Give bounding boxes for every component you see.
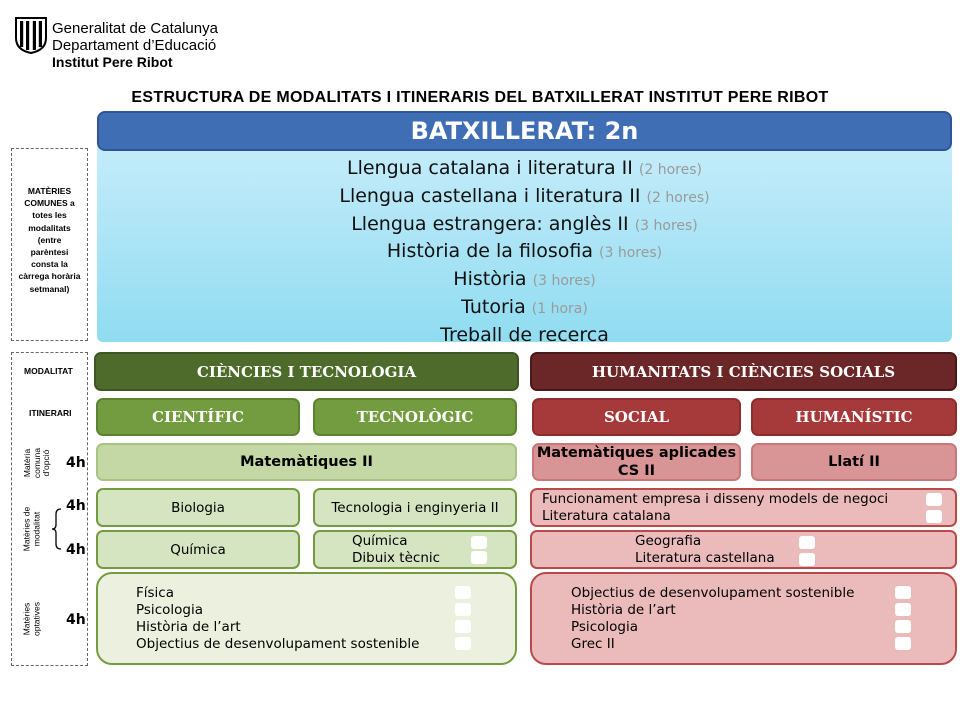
optativa-item: Història de l’art <box>136 618 241 635</box>
common-subjects-panel <box>97 146 952 346</box>
checkbox-funcionament-empresa[interactable] <box>926 493 942 506</box>
ct-optatives-box <box>96 572 517 665</box>
optativa-item: Psicologia <box>571 618 638 635</box>
subject-llati-ii: Llatí II <box>751 443 957 481</box>
common-subject: Llengua estrangera: anglès II (3 hores) <box>351 212 698 235</box>
hcs-modalitat-box-1 <box>530 488 957 527</box>
checkbox-literatura-castellana[interactable] <box>799 553 815 566</box>
hours-modalitat-2: 4h <box>66 542 86 558</box>
subject-funcionament-empresa: Funcionament empresa i disseny models de negoci <box>542 490 889 507</box>
materies-modalitat-label: Matèries de modalitat <box>21 506 41 552</box>
optativa-item: Grec II <box>571 635 615 652</box>
subject-matematiques-aplicades: Matemàtiques aplicades CS II <box>532 443 741 481</box>
itinerary-humanistic: HUMANÍSTIC <box>751 398 957 436</box>
checkbox-psicologia[interactable] <box>895 620 911 633</box>
batxillerat-title: BATXILLERAT: 2n <box>97 111 952 151</box>
itinerari-label: ITINERARI <box>29 408 72 418</box>
checkbox-historia-art[interactable] <box>455 620 471 633</box>
optativa-item: Objectius de desenvolupament sostenible <box>136 635 420 652</box>
common-subject: Llengua castellana i literatura II (2 hores) <box>339 184 710 207</box>
itinerary-social: SOCIAL <box>532 398 741 436</box>
itinerary-cientific: CIENTÍFIC <box>96 398 300 436</box>
subject-quimica: Química <box>96 530 300 569</box>
checkbox-dibuix-tecnic[interactable] <box>471 551 487 564</box>
subject-literatura-catalana: Literatura catalana <box>542 507 671 524</box>
optativa-item: Física <box>136 584 174 601</box>
modality-humanitats-ciencies-socials: HUMANITATS I CIÈNCIES SOCIALS <box>530 352 957 391</box>
common-subject: Història (3 hores) <box>453 268 596 291</box>
hcs-modalitat-box-2 <box>530 530 957 569</box>
optativa-item: Història de l’art <box>571 601 676 618</box>
generalitat-logo-icon <box>14 16 48 54</box>
hours-optatives: 4h <box>66 612 86 628</box>
materies-optatives-label: Matèries optatives <box>21 601 41 637</box>
checkbox-literatura-catalana[interactable] <box>926 510 942 523</box>
subject-biologia: Biologia <box>96 488 300 527</box>
modality-ciencies-tecnologia: CIÈNCIES I TECNOLOGIA <box>94 352 519 391</box>
optativa-item: Psicologia <box>136 601 203 618</box>
bracket-icon <box>52 508 62 550</box>
common-subject: Tutoria (1 hora) <box>461 295 588 318</box>
optativa-item: Objectius de desenvolupament sostenible <box>571 584 855 601</box>
common-subject: Història de la filosofia (3 hores) <box>386 240 663 263</box>
subject-dibuix-tecnic-option: Dibuix tècnic <box>352 549 441 566</box>
itinerary-tecnologic: TECNOLÒGIC <box>313 398 517 436</box>
subject-geografia: Geografia <box>635 532 702 549</box>
checkbox-psicologia[interactable] <box>455 603 471 616</box>
institution-name <box>52 20 218 71</box>
org-line-2: Departament d’Educació <box>52 37 217 54</box>
org-line-1: Generalitat de Catalunya <box>52 20 218 37</box>
org-line-3: Institut Pere Ribot <box>52 54 173 70</box>
hcs-optatives-box <box>530 572 957 665</box>
hours-modalitat-1: 4h <box>66 498 86 514</box>
common-subject: Treball de recerca <box>440 323 609 346</box>
materia-comuna-label: Matèria comuna d'opció <box>21 447 51 479</box>
subject-matematiques-ii: Matemàtiques II <box>96 443 517 481</box>
common-subjects-label: MATÈRIES COMUNES a totes les modalitats (entre parèntesi consta la càrrega horària setmanal) <box>11 148 88 341</box>
checkbox-grec-ii[interactable] <box>895 637 911 650</box>
checkbox-ods[interactable] <box>895 586 911 599</box>
checkbox-geografia[interactable] <box>799 536 815 549</box>
tec-options-box <box>313 530 517 569</box>
hours-comuna: 4h <box>66 455 86 471</box>
checkbox-quimica[interactable] <box>471 536 487 549</box>
modalitat-label: MODALITAT <box>24 366 73 376</box>
checkbox-ods[interactable] <box>455 637 471 650</box>
checkbox-fisica[interactable] <box>455 586 471 599</box>
checkbox-historia-art[interactable] <box>895 603 911 616</box>
subject-tecnologia-enginyeria: Tecnologia i enginyeria II <box>313 488 517 527</box>
subject-quimica-option: Química <box>352 532 408 549</box>
page-title: ESTRUCTURA DE MODALITATS I ITINERARIS DEL BATXILLERAT INSTITUT PERE RIBOT <box>131 89 829 106</box>
subject-literatura-castellana: Literatura castellana <box>635 549 775 566</box>
common-subject: Llengua catalana i literatura II (2 hores) <box>347 157 702 179</box>
